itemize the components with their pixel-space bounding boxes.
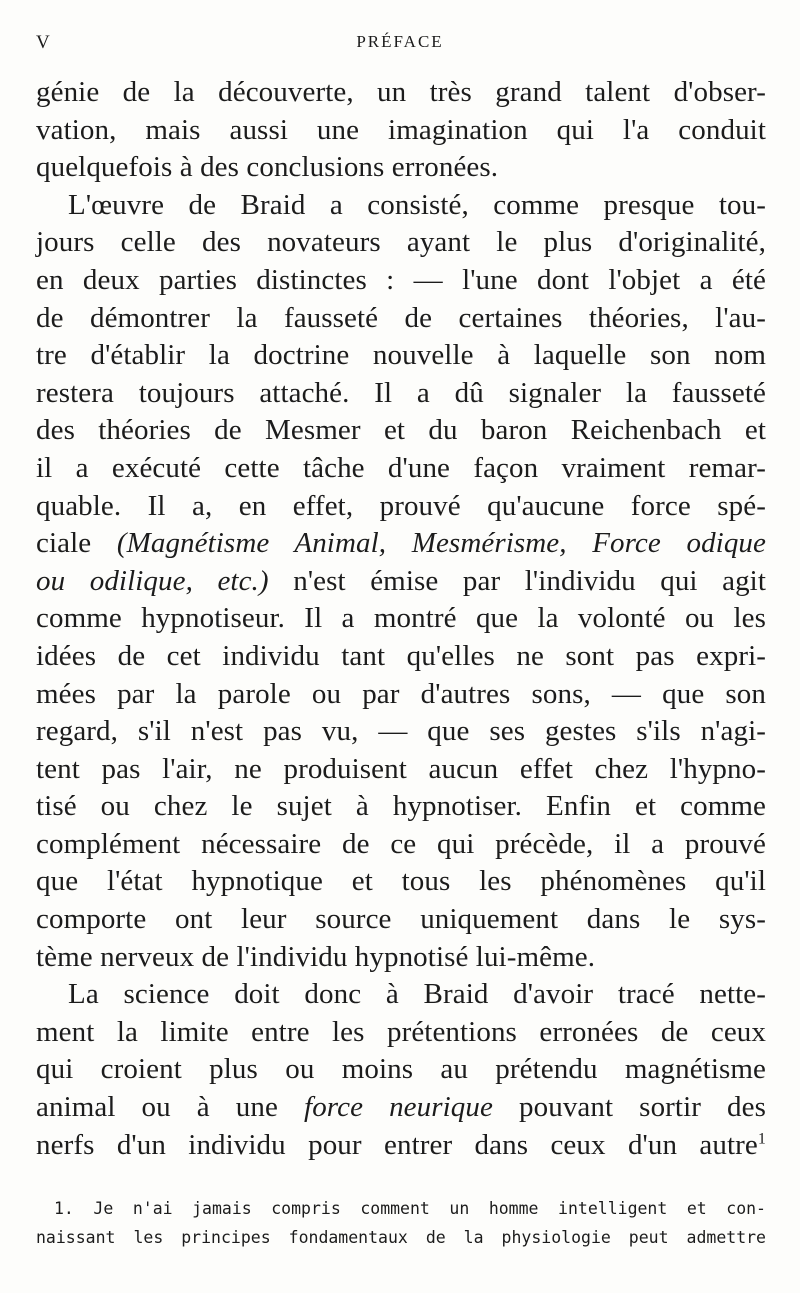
text-line: comporte ont leur source uniquement dans le sys- <box>36 903 766 936</box>
text-line: tre d'établir la doctrine nouvelle à laquelle son nom <box>36 339 766 372</box>
text-line: L'œuvre de Braid a consisté, comme presque tou- <box>68 188 766 221</box>
italic-fragment: force neurique <box>304 1091 493 1124</box>
text-line: en deux parties distinctes : — l'une dont l'objet a été <box>36 263 766 296</box>
text-line: idées de cet individu tant qu'elles ne sont pas expri- <box>36 639 766 672</box>
text-fragment: animal ou à une <box>36 1091 278 1124</box>
text-line: ment la limite entre les prétentions erronées de ceux <box>36 1015 766 1048</box>
text-line: des théories de Mesmer et du baron Reichenbach et <box>36 414 766 447</box>
text-line-mixed <box>36 1089 766 1127</box>
text-line: vation, mais aussi une imagination qui l'a conduit <box>36 113 766 146</box>
text-line-mixed <box>36 563 766 601</box>
footnotes <box>36 1194 766 1252</box>
italic-fragment: (Magnétisme Animal, Mesmérisme, Force odique <box>116 527 766 560</box>
footnote-reference[interactable]: 1 <box>757 1129 766 1147</box>
page-number: V <box>36 32 51 53</box>
text-line: jours celle des novateurs ayant le plus d'originalité, <box>36 226 766 259</box>
text-line: qui croient plus ou moins au prétendu magnétisme <box>36 1053 766 1086</box>
text-line: quable. Il a, en effet, prouvé qu'aucune force spé- <box>36 489 766 522</box>
text-line: mées par la parole ou par d'autres sons, — que son <box>36 677 766 710</box>
text-line: il a exécuté cette tâche d'une façon vraiment remar- <box>36 451 766 484</box>
text-line: génie de la découverte, un très grand talent d'obser- <box>36 76 766 108</box>
text-fragment: nerfs d'un individu pour entrer dans ceux d'un autre <box>36 1128 758 1161</box>
text-line: comme hypnotiseur. Il a montré que la volonté ou les <box>36 602 766 635</box>
text-line: complément nécessaire de ce qui précède, il a prouvé <box>36 827 766 860</box>
footnote-line: 1. Je n'ai jamais compris comment un homme intelligent et con- <box>54 1199 766 1218</box>
text-line: La science doit donc à Braid d'avoir tracé nette- <box>68 978 766 1011</box>
text-line: tisé ou chez le sujet à hypnotiser. Enfin et comme <box>36 790 766 823</box>
text-line: tent pas l'air, ne produisent aucun effet chez l'hypno- <box>36 752 766 785</box>
text-line: quelquefois à des conclusions erronées. <box>36 151 499 184</box>
footnote-line: naissant les principes fondamentaux de la physiologie peut admettre <box>36 1228 766 1247</box>
text-line-mixed <box>36 1127 766 1165</box>
text-line: tème nerveux de l'individu hypnotisé lui-même. <box>36 940 596 973</box>
text-line: que l'état hypnotique et tous les phénomènes qu'il <box>36 865 766 898</box>
text-line: de démontrer la fausseté de certaines théories, l'au- <box>36 301 766 334</box>
text-fragment: pouvant sortir des <box>519 1091 766 1124</box>
text-line: restera toujours attaché. Il a dû signaler la fausseté <box>36 376 766 409</box>
body-text <box>36 74 766 1164</box>
running-title: PRÉFACE <box>356 32 444 51</box>
italic-fragment: ou odilique, etc.) <box>36 564 269 597</box>
text-fragment: n'est émise par l'individu qui agit <box>293 564 766 597</box>
text-line: regard, s'il n'est pas vu, — que ses gestes s'ils n'agi- <box>36 715 766 748</box>
text-fragment: ciale <box>36 527 92 560</box>
running-head <box>36 28 764 58</box>
text-line-mixed <box>36 525 766 563</box>
